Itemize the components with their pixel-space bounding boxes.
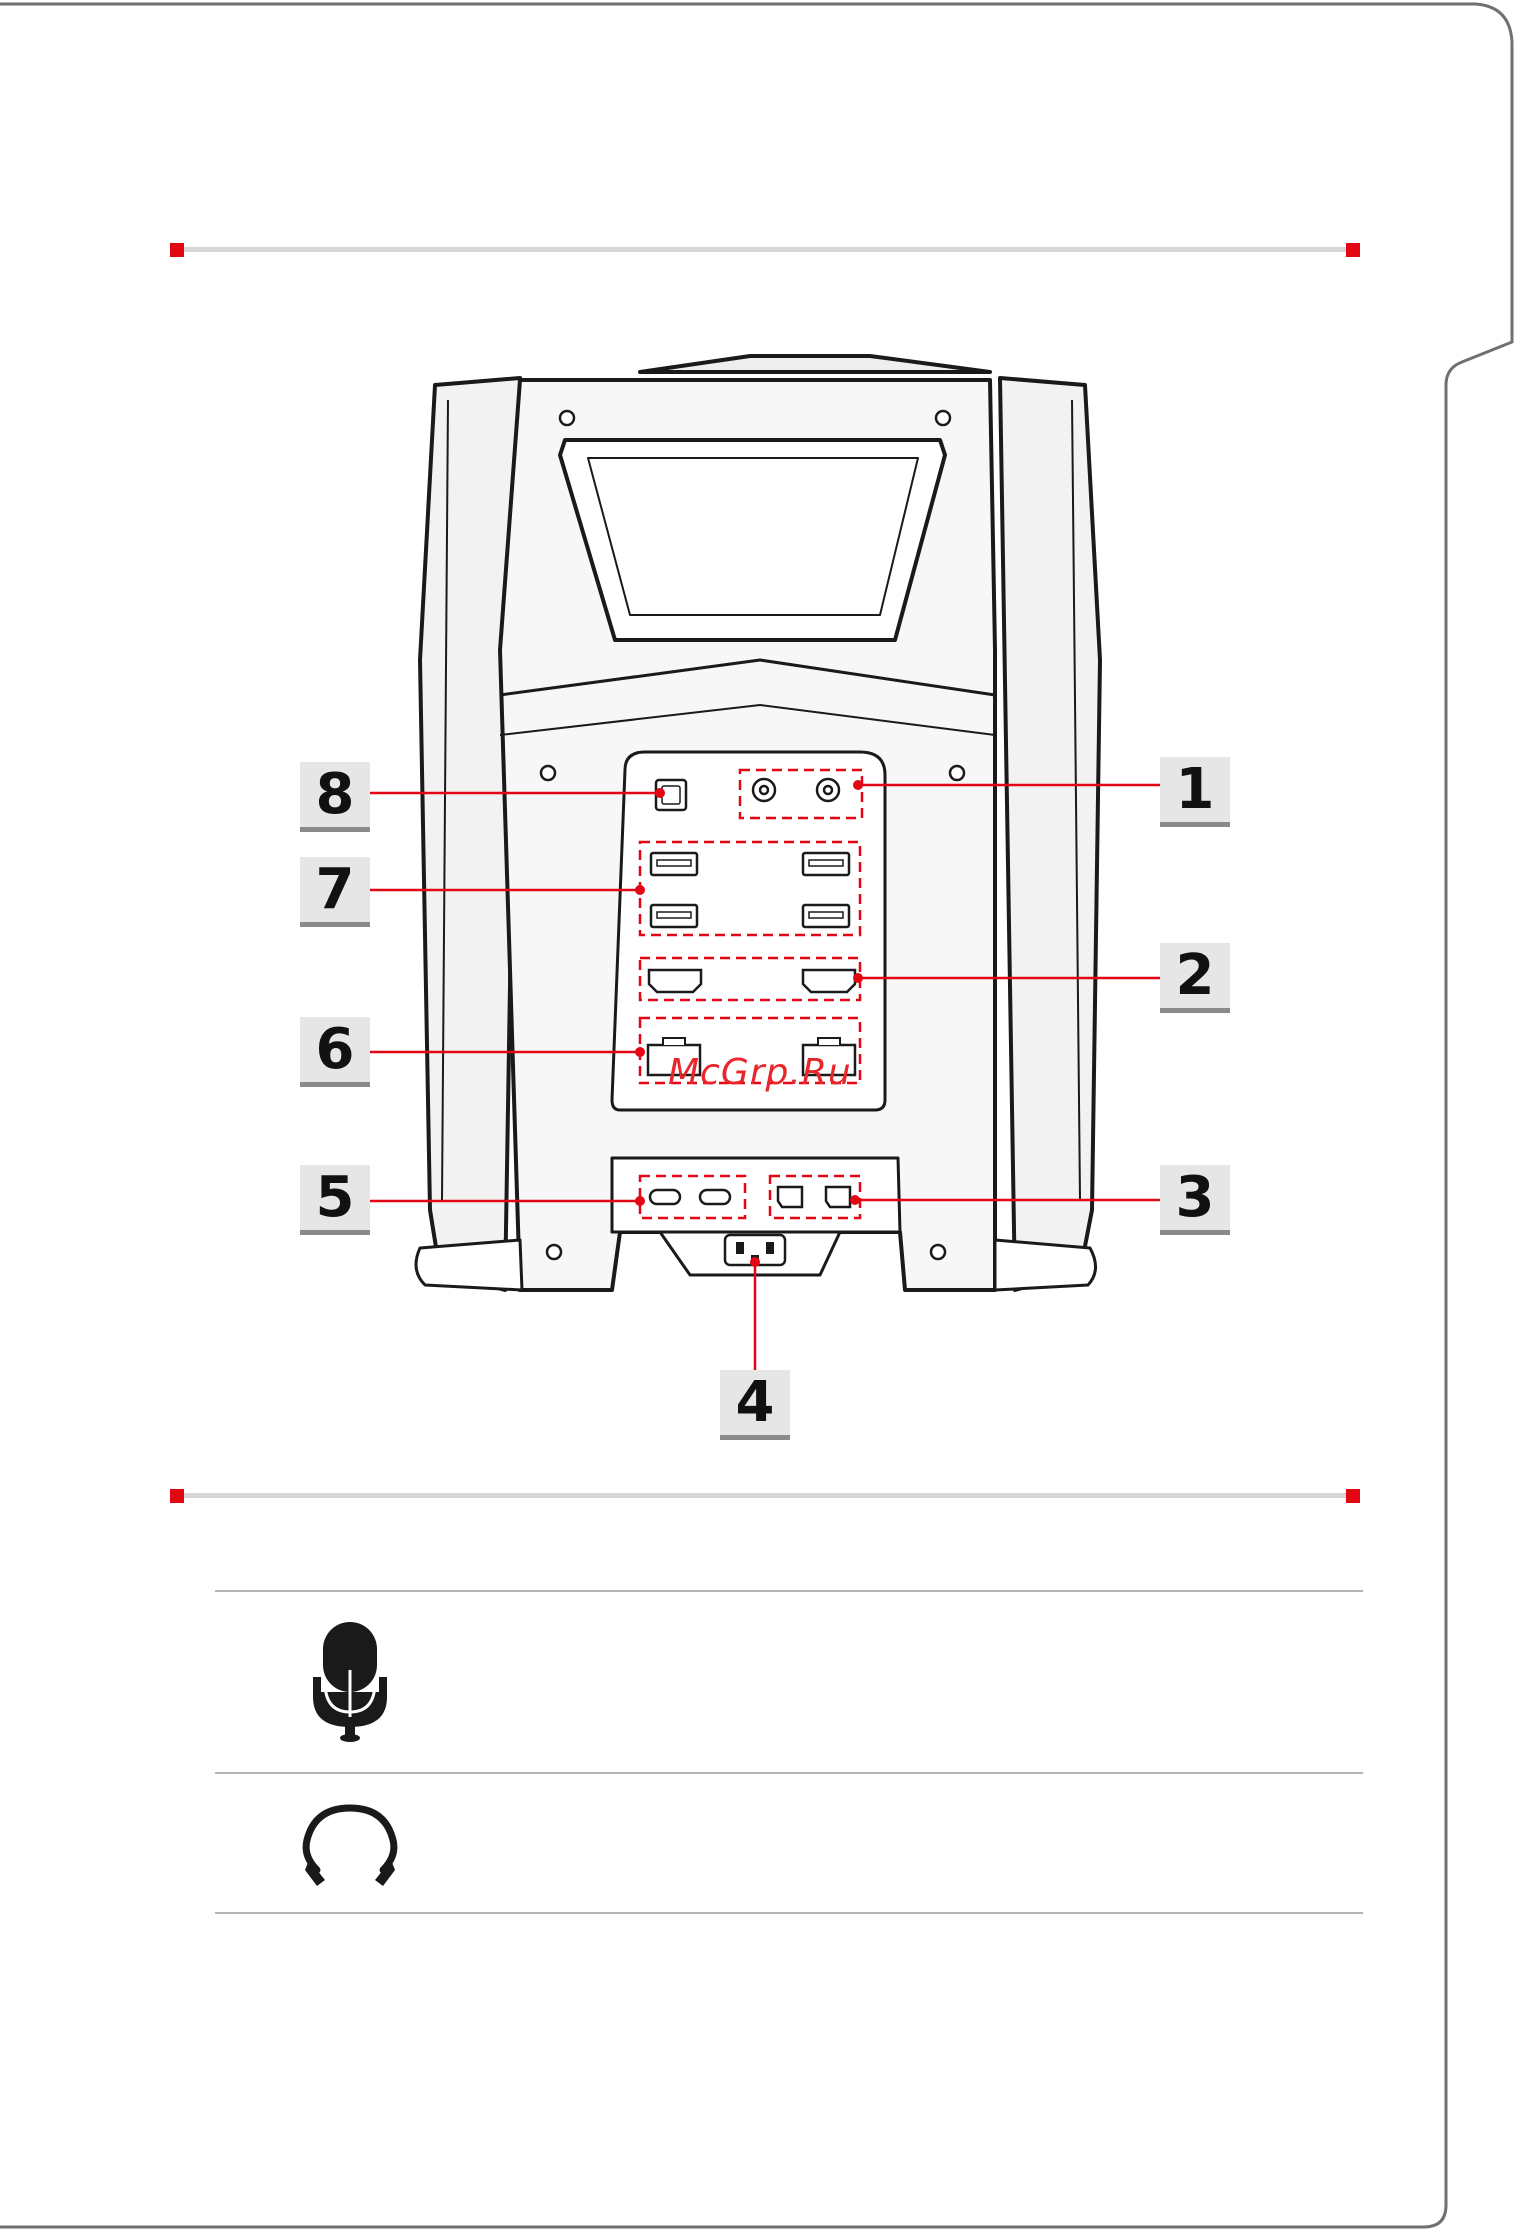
- bottom-rule-dot-left: [170, 1489, 184, 1503]
- table-row-microphone: [215, 1592, 1363, 1772]
- headphone-icon: [295, 1804, 405, 1894]
- bottom-rule: [184, 1493, 1346, 1498]
- microphone-icon: [295, 1622, 405, 1742]
- callout-7: 7: [300, 857, 370, 927]
- watermark: McGrp.Ru: [668, 1052, 852, 1093]
- callout-2: 2: [1160, 943, 1230, 1013]
- table-bottom-border: [215, 1912, 1363, 1914]
- callout-6: 6: [300, 1017, 370, 1087]
- callout-8: 8: [300, 762, 370, 832]
- bottom-rule-dot-right: [1346, 1489, 1360, 1503]
- callout-5: 5: [300, 1165, 370, 1235]
- table-row-headphone: [215, 1774, 1363, 1912]
- device-body: [416, 356, 1100, 1290]
- microphone-description: [475, 1592, 1343, 1772]
- callout-3: 3: [1160, 1165, 1230, 1235]
- callout-4: 4: [720, 1370, 790, 1440]
- callout-1: 1: [1160, 757, 1230, 827]
- headphone-description: [475, 1774, 1343, 1912]
